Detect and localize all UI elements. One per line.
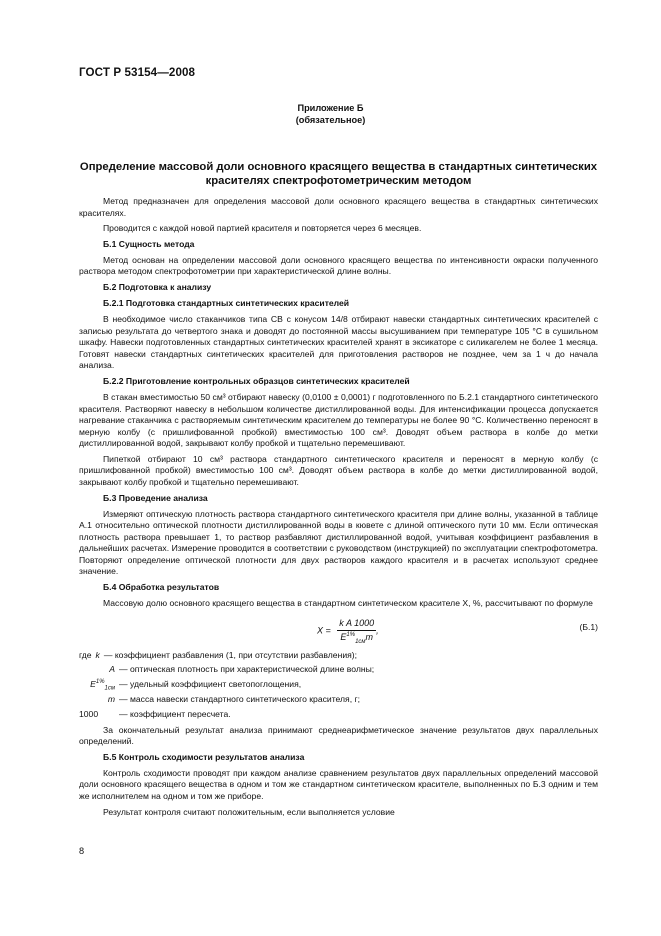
b21-paragraph: В необходимое число стаканчиков типа СВ с конусом 14/8 отбирают навески стандартных синтетических красителей с записью результата до четвертого знака и доводят до постоянной массы высушиванием при температуре 105 °С в сушильном шкафу. Навески подготовленных стандартных синтетических красителей хранят в эксикаторе с силикагелем не более 1 месяца. Готовят навески стандартных синтетических красителей для приготовления растворов не позднее, чем за 1 ч до начала анализа. — [79, 314, 598, 371]
formula-numerator: k A 1000 — [337, 618, 376, 632]
formula-denominator — [337, 631, 376, 644]
formula-den-sup: 1% — [346, 632, 356, 639]
document-title: Определение массовой доли основного красящего вещества в стандартных синтетических красителях спектрофотометрическим методом — [79, 161, 598, 187]
section-heading-b5: Б.5 Контроль сходимости результатов анализа — [103, 751, 305, 762]
formula-expression — [317, 618, 379, 644]
definition-row — [79, 694, 598, 706]
definition-text: — удельный коэффициент светопоглощения, — [119, 679, 302, 690]
page-number: 8 — [79, 846, 85, 856]
formula-den-e: E — [340, 632, 347, 643]
definition-symbol — [79, 679, 115, 691]
formula-den-sub: 1см — [355, 638, 366, 645]
where-lead: где — [79, 649, 92, 660]
definition-text: — масса навески стандартного синтетического красителя, г; — [119, 694, 360, 705]
intro-paragraph: Проводится с каждой новой партией красителя и повторяется через 6 месяцев. — [103, 223, 422, 234]
definition-sub: 1см — [104, 686, 115, 693]
section-heading-b2: Б.2 Подготовка к анализу — [103, 282, 212, 293]
formula-b1 — [79, 614, 598, 644]
standard-header: ГОСТ Р 53154—2008 — [79, 66, 196, 79]
annex-heading — [0, 103, 661, 126]
b1-paragraph: Метод основан на определении массовой доли основного красящего вещества по интенсивности окраски полученного раствора методом спектрофотометрии при характеристической длине волны. — [79, 254, 598, 277]
b22-paragraph: Пипеткой отбирают 10 см³ раствора стандартного синтетического красителя и переносят в мерную колбу (с пришлифованной пробкой) вместимостью 100 см³. Доводят объем раствора в колбе до метки дистиллированной водой, закрывают колбу пробкой и тщательно перемешивают. — [79, 453, 598, 487]
section-heading-b1: Б.1 Сущность метода — [103, 238, 195, 249]
definition-symbol: k — [95, 649, 100, 660]
section-heading-b3: Б.3 Проведение анализа — [103, 492, 208, 503]
formula-den-m: m — [365, 632, 374, 643]
equation-number: (Б.1) — [579, 621, 598, 632]
intro-paragraph: Метод предназначен для определения массовой доли основного красящего вещества в стандартных синтетических красителях. — [79, 196, 598, 218]
definition-row — [79, 664, 598, 676]
definition-symbol: A — [109, 664, 115, 675]
b4-paragraph: Массовую долю основного красящего вещества в стандартном синтетическом красителе X, %, рассчитывают по формуле — [103, 597, 593, 608]
section-heading-b4: Б.4 Обработка результатов — [103, 581, 220, 592]
b5-paragraph: Результат контроля считают положительным, если выполняется условие — [103, 806, 395, 817]
definition-text: — оптическая плотность при характеристической длине волны; — [119, 664, 375, 675]
definition-row — [79, 650, 598, 662]
document-body — [79, 196, 598, 822]
formula-lhs: X = — [317, 624, 331, 635]
formula-fraction — [337, 618, 376, 644]
definition-symbol-e: E — [90, 679, 96, 690]
definition-text: — коэффициент разбавления (1, при отсутствии разбавления); — [103, 649, 358, 660]
formula-trail: , — [376, 624, 379, 635]
definition-text: — коэффициент пересчета. — [119, 709, 231, 720]
annex-status: (обязательное) — [295, 114, 366, 125]
b22-paragraph: В стакан вместимостью 50 см³ отбирают навеску (0,0100 ± 0,0001) г подготовленного по Б.2.1 стандартного синтетического красителя. Растворяют навеску в небольшом количестве дистиллированной воды. Для интенсификации процесса допускается нагревание стаканчика с растворяемым синтетическим красителем до температуры не более 90 °С. Количественно переносят в мерную колбу (с пришлифованной пробкой) вместимостью 100 см³. Доводят объем раствора в колбе до метки дистиллированной водой, закрывают колбу пробкой и тщательно перемешивают. — [79, 392, 598, 449]
b5-paragraph: Контроль сходимости проводят при каждом анализе сравнением результатов двух параллельных определений массовой доли основного красящего вещества в одном и том же стандартном синтетическом красителе, выполненных по Б.3 одним и тем же исполнителем на одном и том же приборе. — [79, 767, 598, 801]
definition-row — [79, 679, 598, 691]
definition-symbol: m — [107, 694, 115, 705]
definition-row — [79, 709, 598, 721]
section-heading-b21: Б.2.1 Подготовка стандартных синтетических красителей — [103, 298, 350, 309]
definition-sup: 1% — [95, 679, 105, 686]
b3-paragraph: Измеряют оптическую плотность раствора стандартного синтетического красителя при длине волны, указанной в таблице А.1 относительно оптической плотности дистиллированной воды в кювете с длиной оптического пути 10 мм. Если оптическая плотность раствора превышает 1, то раствор разбавляют дистиллированной водой, учитывая коэффициент разбавления в дальнейших расчетах. Измерение проводится в соответствии с руководством (инструкцией) по эксплуатации спектрофотометра. Повторяют определение оптической плотности для двух растворов каждого красителя и в расчетах используют среднее значение. — [79, 508, 598, 577]
symbol-definitions — [79, 650, 598, 721]
section-heading-b22: Б.2.2 Приготовление контрольных образцов синтетических красителей — [103, 376, 410, 387]
annex-title: Приложение Б — [297, 103, 364, 113]
b4-final-paragraph: За окончательный результат анализа принимают среднеарифметическое значение результатов двух параллельных определений. — [79, 724, 598, 747]
definition-symbol: 1000 — [79, 709, 99, 720]
